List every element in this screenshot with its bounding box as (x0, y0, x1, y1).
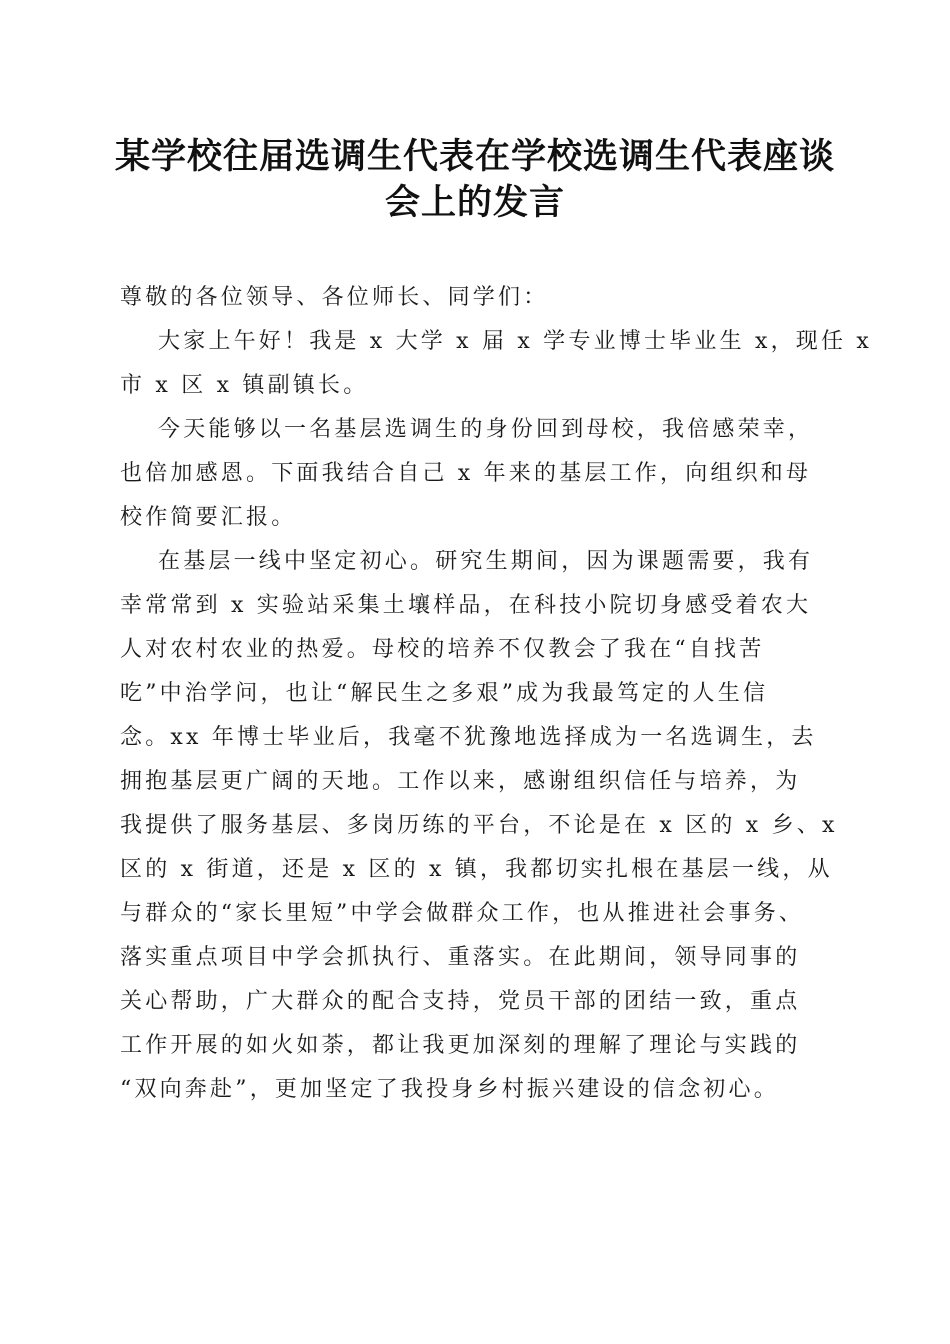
paragraph-line: 关心帮助，广大群众的配合支持，党员干部的团结一致，重点 (120, 989, 801, 1014)
paragraph-line: “双向奔赴”，更加坚定了我投身乡村振兴建设的信念初心。 (120, 1077, 779, 1102)
paragraph-2 (120, 408, 840, 540)
title-line: 会上的发言 (384, 182, 565, 223)
paragraph-line: 也倍加感恩。下面我结合自己 x 年来的基层工作，向组织和母 (120, 461, 812, 486)
paragraph-line: 人对农村农业的热爱。母校的培养不仅教会了我在“自找苦 (120, 637, 765, 662)
paragraph-line: 拥抱基层更广阔的天地。工作以来，感谢组织信任与培养，为 (120, 769, 801, 794)
paragraph-line: 幸常常到 x 实验站采集土壤样品，在科技小院切身感受着农大 (120, 593, 812, 618)
paragraph-line: 工作开展的如火如荼，都让我更加深刻的理解了理论与实践的 (120, 1033, 801, 1058)
document-title (100, 134, 850, 226)
paragraph-line: 区的 x 街道，还是 x 区的 x 镇，我都切实扎根在基层一线，从 (120, 857, 833, 882)
paragraph-line: 与群众的“家长里短”中学会做群众工作，也从推进社会事务、 (120, 901, 805, 926)
paragraph-line: 我提供了服务基层、多岗历练的平台，不论是在 x 区的 x 乡、x (120, 813, 838, 838)
paragraph-line: 大家上午好！我是 x 大学 x 届 x 学专业博士毕业生 x，现任 x (158, 329, 872, 354)
paragraph-1 (120, 320, 872, 408)
paragraph-line: 落实重点项目中学会抓执行、重落实。在此期间，领导同事的 (120, 945, 801, 970)
greeting: 尊敬的各位领导、各位师长、同学们： (120, 285, 549, 310)
paragraph-line: 市 x 区 x 镇副镇长。 (120, 373, 369, 398)
paragraph-line: 今天能够以一名基层选调生的身份回到母校，我倍感荣幸， (158, 417, 814, 442)
title-line: 某学校往届选调生代表在学校选调生代表座谈 (114, 136, 835, 177)
paragraph-line: 在基层一线中坚定初心。研究生期间，因为课题需要，我有 (158, 549, 814, 574)
paragraph-line: 吃”中治学问，也让“解民生之多艰”成为我最笃定的人生信 (120, 681, 769, 706)
paragraph-3 (120, 540, 840, 1112)
document-body (120, 276, 872, 1112)
paragraph-line: 念。xx 年博士毕业后，我毫不犹豫地选择成为一名选调生，去 (120, 725, 817, 750)
paragraph-line: 校作简要汇报。 (120, 505, 297, 530)
